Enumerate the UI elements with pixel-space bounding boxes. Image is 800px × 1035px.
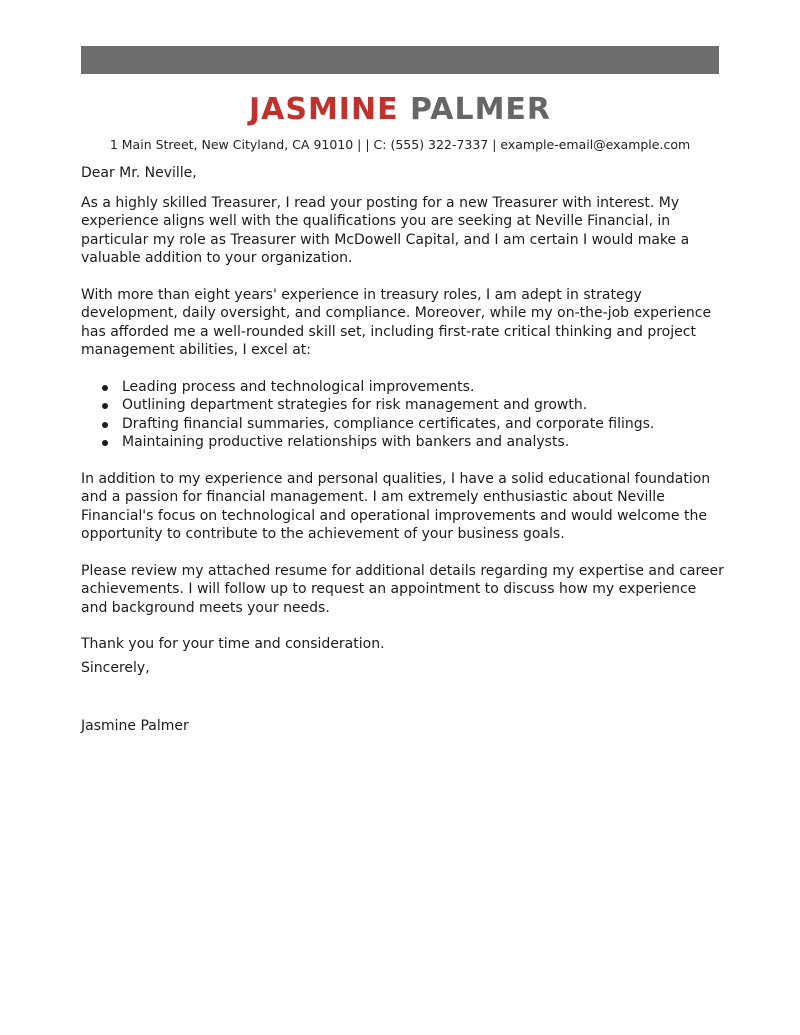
paragraph-education: In addition to my experience and personal qualities, I have a solid educational foundation and a passion for financial management. I am extremely enthusiastic about Neville Financial's focus on technological and operational improvements and would welcome the opportunity to contribute to the achievement of your business goals. [81,470,711,542]
paragraph-followup: Please review my attached resume for additional details regarding my expertise and career achievements. I will follow up to request an appointment to discuss how my experience and background meets your needs. [81,562,724,616]
letter-body [81,164,726,736]
bullet-icon [102,403,108,409]
bullet-icon [102,422,108,428]
bullet-icon [102,440,108,446]
complimentary-close: Sincerely, [81,659,150,676]
skills-list [81,378,726,452]
list-item-text: Drafting financial summaries, compliance certificates, and corporate filings. [122,415,655,432]
list-item-text: Leading process and technological improvements. [122,378,475,395]
paragraph-intro: As a highly skilled Treasurer, I read your posting for a new Treasurer with interest. My experience aligns well with the qualifications you are seeking at Neville Financial, in particular my role as Treasurer with McDowell Capital, and I am certain I would make a valuable addition to your organization. [81,194,690,266]
signature: Jasmine Palmer [81,718,189,734]
thanks-line: Thank you for your time and consideration. [81,636,385,652]
bullet-icon [102,385,108,391]
paragraph-experience: With more than eight years' experience in treasury roles, I am adept in strategy development, daily oversight, and compliance. Moreover, while my on-the-job experience has afforded me a well-rounded skill set, including first-rate critical thinking and project management abilities, I excel at: [81,286,712,358]
list-item [81,415,726,434]
list-item [81,378,726,397]
salutation: Dear Mr. Neville, [81,165,197,181]
list-item [81,396,726,415]
contact-info: 1 Main Street, New Cityland, CA 91010 | | C: (555) 322-7337 | example-email@example.com [109,137,691,152]
list-item [81,433,726,452]
list-item-text: Maintaining productive relationships with bankers and analysts. [122,434,570,450]
first-name: JASMINE [248,92,399,127]
applicant-name [0,90,800,130]
list-item-text: Outlining department strategies for risk management and growth. [122,397,588,413]
last-name: PALMER [410,92,552,127]
header-bar [81,46,719,74]
